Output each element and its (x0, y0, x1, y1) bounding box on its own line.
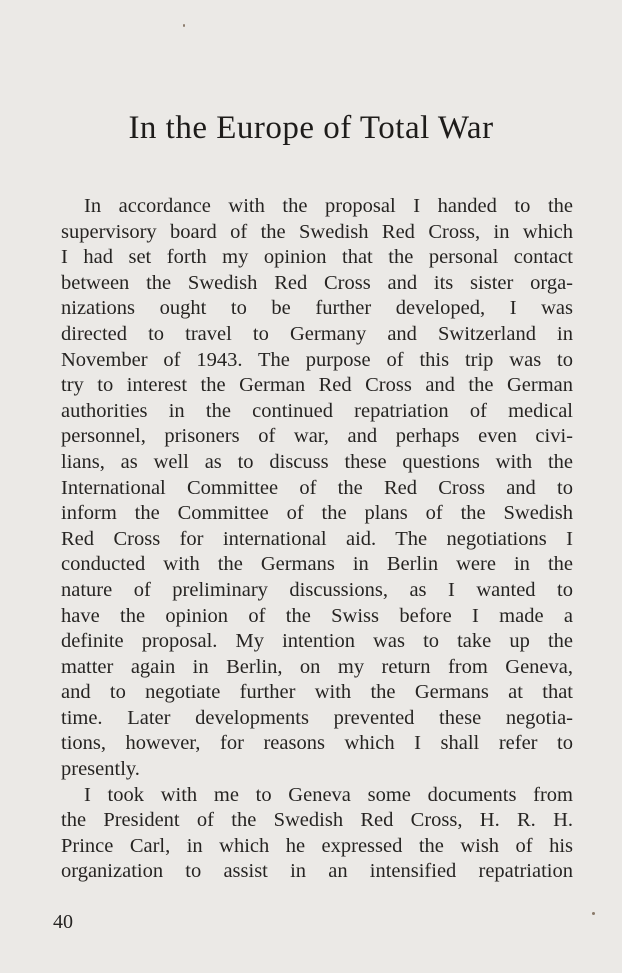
text-line: between the Swedish Red Cross and its sister orga- (61, 271, 573, 294)
text-line: authorities in the continued repatriation of medical (61, 399, 573, 422)
text-line: inform the Committee of the plans of the Swedish (61, 502, 573, 525)
text-line: definite proposal. My intention was to take up the (61, 630, 573, 653)
text-line: personnel, prisoners of war, and perhaps even civi- (61, 425, 573, 448)
text-line: directed to travel to Germany and Switzerland in (61, 322, 573, 345)
text-line: try to interest the German Red Cross and the German (61, 374, 573, 397)
text-line: organization to assist in an intensified repatriation (61, 860, 573, 883)
text-line: lians, as well as to discuss these questions with the (61, 450, 573, 473)
text-line: the President of the Swedish Red Cross, H. R. H. (61, 809, 573, 832)
text-line: supervisory board of the Swedish Red Cross, in which (61, 220, 573, 243)
paper-speck (592, 912, 595, 915)
text-line: tions, however, for reasons which I shall refer to (61, 732, 573, 755)
body-text (61, 194, 573, 885)
text-line: matter again in Berlin, on my return from Geneva, (61, 655, 573, 678)
text-line: November of 1943. The purpose of this trip was to (61, 348, 573, 371)
text-line: International Committee of the Red Cross and to (61, 476, 573, 499)
paragraph-1 (61, 194, 573, 783)
paragraph-2 (61, 783, 573, 885)
text-line: presently. (61, 758, 140, 781)
text-line: In accordance with the proposal I handed to the (84, 195, 573, 217)
text-line: time. Later developments prevented these negotia- (61, 706, 573, 729)
text-line: nature of preliminary discussions, as I wanted to (61, 578, 573, 601)
text-line: Red Cross for international aid. The negotiations I (61, 527, 573, 550)
text-line: I took with me to Geneva some documents from (84, 783, 573, 806)
text-line: and to negotiate further with the Germans at that (61, 681, 573, 704)
text-line: conducted with the Germans in Berlin were in the (61, 553, 573, 576)
text-line: have the opinion of the Swiss before I made a (61, 604, 573, 627)
paper-speck (183, 24, 185, 27)
page-number: 40 (53, 911, 73, 933)
chapter-title: In the Europe of Total War (128, 110, 494, 146)
text-line: I had set forth my opinion that the personal contact (61, 246, 573, 269)
text-line: nizations ought to be further developed, I was (61, 297, 573, 320)
text-line: Prince Carl, in which he expressed the wish of his (61, 834, 573, 857)
